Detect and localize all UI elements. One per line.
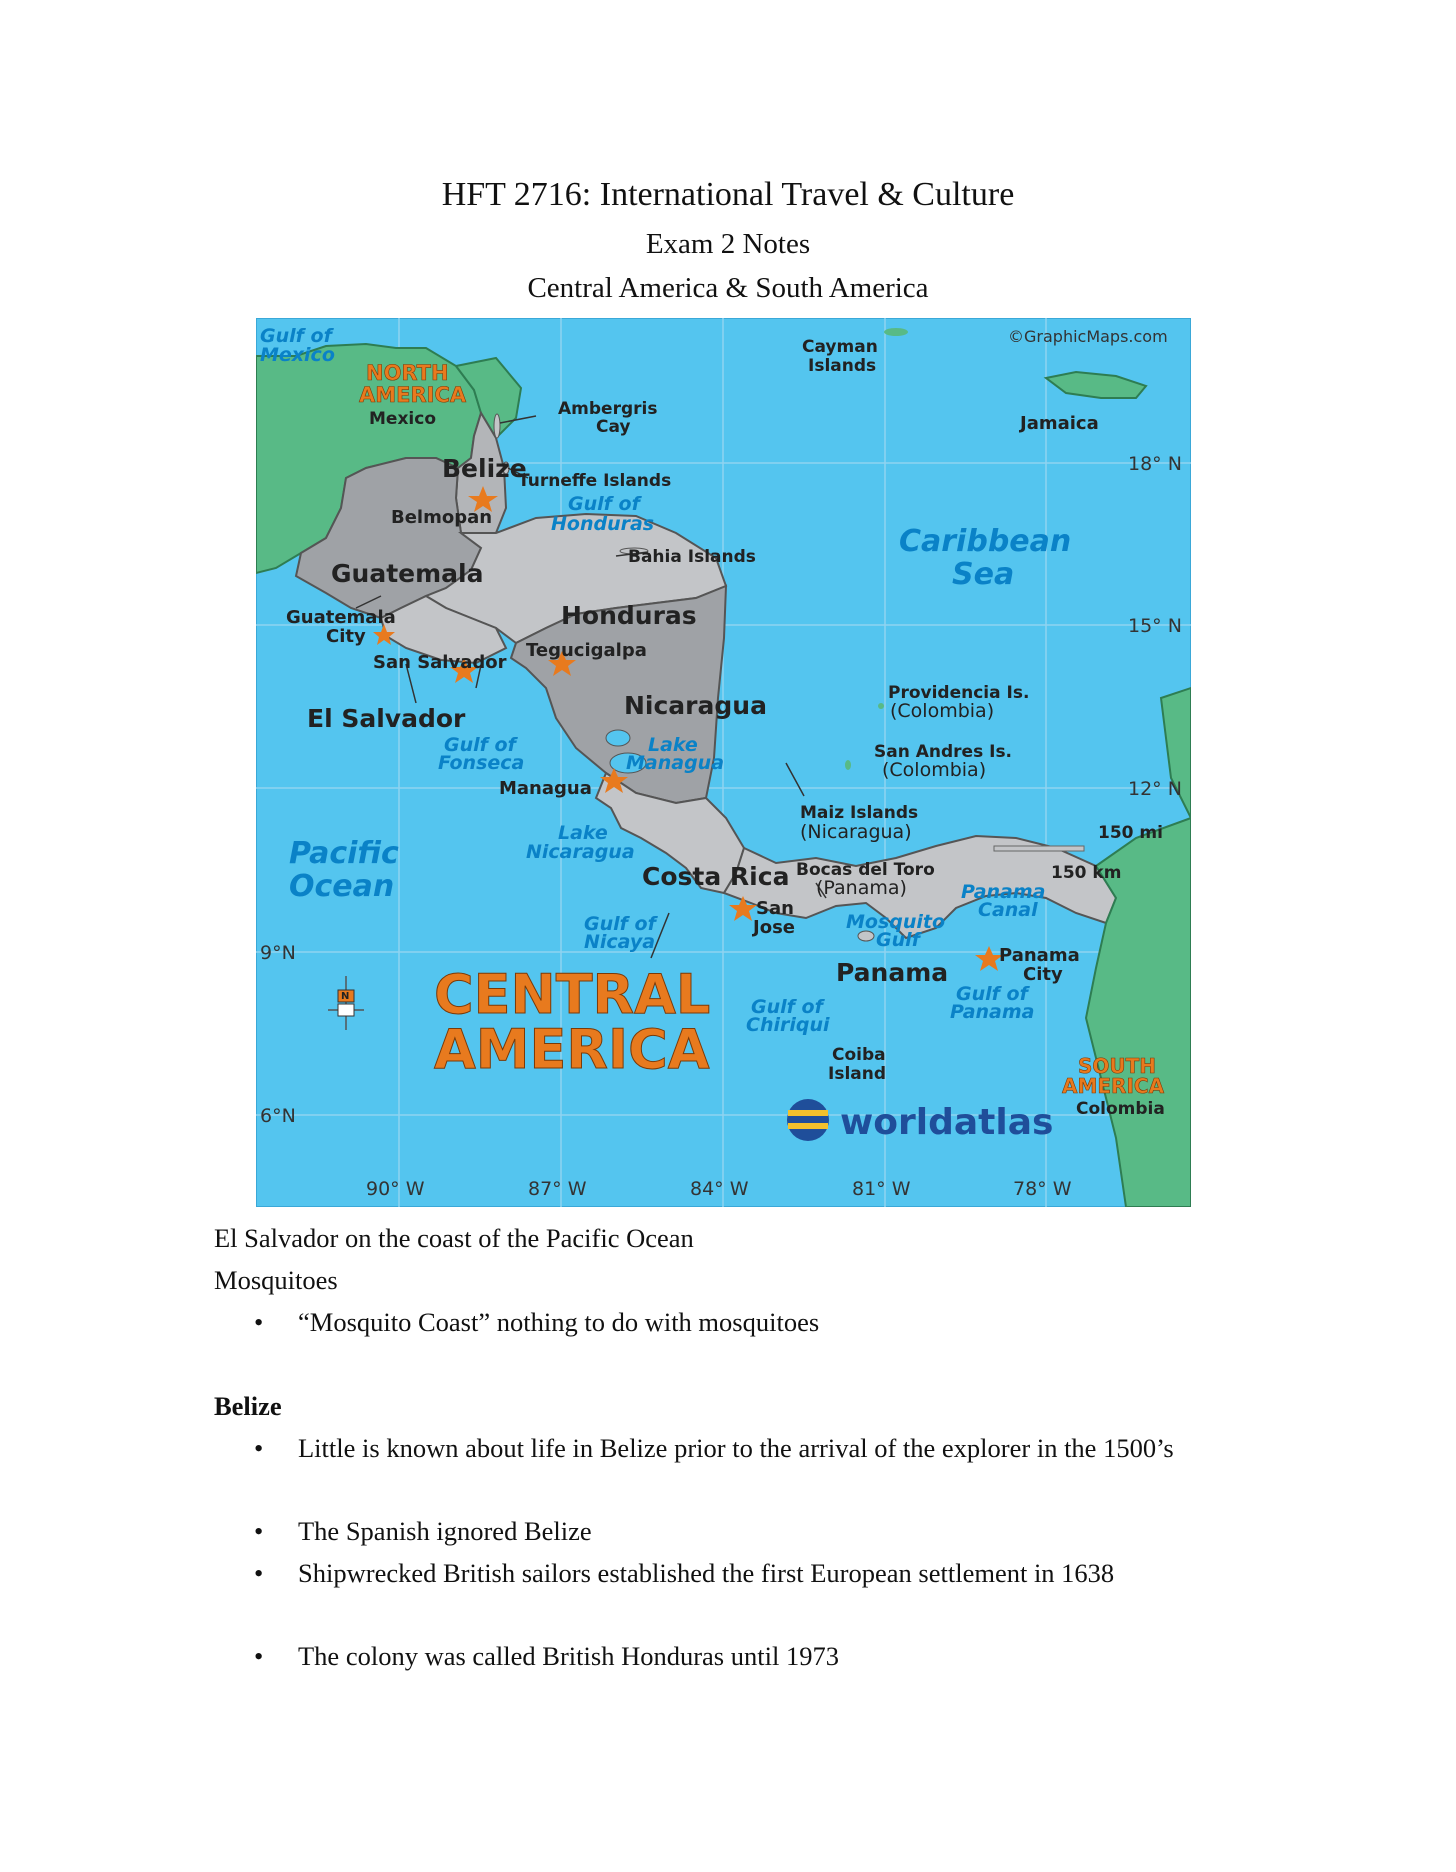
bullet-item [214,1553,1244,1633]
bullet-text: The Spanish ignored Belize [298,1516,592,1546]
gulf-of-chiriqui-label: Gulf of [751,996,823,1018]
lake-managua-label-2: Managua [626,752,725,774]
maiz-islands-label: Maiz Islands [800,803,919,823]
gulf-of-fonseca-label: Gulf of [444,734,516,756]
map-credit-label: ©GraphicMaps.com [1008,327,1168,346]
gulf-of-honduras-label: Gulf of [568,493,640,515]
gulf-of-mexico-label-2: Mexico [260,344,335,366]
scale-bar [994,846,1084,851]
providencia-label: Providencia Is. [888,683,1030,703]
ambergris-cay-label: Ambergris [558,399,658,419]
pacific-ocean-label: Pacific [289,836,399,871]
mosquito-gulf-label: Mosquito [846,911,946,933]
gulf-of-fonseca-label-2: Fonseca [438,752,525,774]
caribbean-sea-label: Caribbean [899,524,1072,559]
nicaragua-label: Nicaragua [624,691,767,720]
bullet-text: Little is known about life in Belize prior to the arrival of the explorer in the 1500’s [298,1433,1174,1463]
guatemala-city-label-2: City [326,626,366,647]
bocas-del-toro-label: Bocas del Toro [796,860,935,880]
longitude-84-label: 84° W [690,1178,749,1200]
north-america-label-2: AMERICA [359,383,467,407]
jamaica-label: Jamaica [1020,413,1099,434]
honduras-label: Honduras [561,601,697,630]
panama-city-label: Panama [999,945,1080,966]
lake-nicaragua-label-2: Nicaragua [526,841,635,863]
bullet-text: The colony was called British Honduras until 1973 [298,1641,839,1671]
gulf-of-nicoya-label-2: Nicaya [584,931,656,953]
turneffe-islands-label: Turneffe Islands [518,471,672,491]
caribbean-sea-label-2: Sea [952,557,1015,592]
gulf-of-nicoya-label: Gulf of [584,913,656,935]
longitude-90-label: 90° W [366,1178,425,1200]
bullet-text: “Mosquito Coast” nothing to do with mosquitoes [298,1307,820,1337]
south-america-label: SOUTH [1078,1054,1157,1078]
san-andres-label: San Andres Is. [874,742,1013,762]
panama-label: Panama [836,958,949,987]
gulf-of-honduras-label-2: Honduras [551,513,655,535]
bullet-icon: • [254,1307,264,1337]
cayman-island-shape [884,328,908,336]
latitude-12-label: 12° N [1128,778,1182,800]
lake-managua-label: Lake [648,734,698,756]
maiz-islands-label-2: (Nicaragua) [800,821,912,843]
scale-mi-label: 150 mi [1098,823,1163,843]
belmopan-label: Belmopan [391,507,493,528]
mexico-label: Mexico [369,409,436,429]
bullet-item [214,1428,1244,1508]
bullet-icon: • [254,1433,264,1463]
san-salvador-label: San Salvador [373,652,507,673]
san-jose-label: San [756,898,794,919]
lake-nicaragua-label: Lake [558,822,608,844]
latitude-18-label: 18° N [1128,453,1182,475]
costa-rica-label: Costa Rica [642,862,790,891]
south-america-label-2: AMERICA [1062,1074,1165,1098]
san-andres-island-shape [845,760,851,770]
san-andres-label-2: (Colombia) [882,759,987,781]
bullet-icon: • [254,1516,264,1546]
compass-n-label: N [341,991,350,1002]
colombia-label: Colombia [1076,1099,1165,1119]
pacific-ocean-label-2: Ocean [289,869,395,904]
note-mosquitoes: Mosquitoes [214,1265,338,1295]
coiba-island-label-2: Island [828,1064,887,1084]
belize-label: Belize [442,454,527,483]
gulf-of-panama-label: Gulf of [956,983,1028,1005]
el-salvador-label: El Salvador [307,704,466,733]
longitude-87-label: 87° W [528,1178,587,1200]
panama-canal-label: Panama [961,881,1046,903]
tegucigalpa-label: Tegucigalpa [526,640,647,661]
ambergris-cay-label-2: Cay [596,417,631,437]
lake-nicaragua-shape [606,730,630,746]
document-title: HFT 2716: International Travel & Culture [441,176,1015,213]
latitude-6-label: 6°N [260,1105,296,1127]
guatemala-city-label: Guatemala [286,607,396,628]
gulf-of-panama-label-2: Panama [950,1001,1035,1023]
document-subtitle: Exam 2 Notes [645,228,811,260]
san-jose-label-2: Jose [753,917,795,938]
note-el-salvador: El Salvador on the coast of the Pacific Ocean [214,1223,694,1253]
managua-label: Managua [499,778,592,799]
document-topic: Central America & South America [527,272,929,304]
gulf-of-mexico-label: Gulf of [260,325,332,347]
coiba-island-label: Coiba [832,1045,886,1065]
cayman-islands-label-2: Islands [808,356,877,376]
latitude-9-label: 9°N [260,942,296,964]
providencia-island-shape [878,703,884,709]
longitude-81-label: 81° W [852,1178,911,1200]
ambergris-island-shape [494,414,500,438]
gulf-of-chiriqui-label-2: Chiriqui [746,1014,830,1036]
bullet-text: Shipwrecked British sailors established the first European settlement in 1638 [298,1558,1115,1588]
providencia-label-2: (Colombia) [890,700,995,722]
big-title-america: AMERICA [434,1018,710,1081]
bullet-icon: • [254,1558,264,1588]
scale-km-label: 150 km [1051,863,1122,883]
central-america-map [256,318,1191,1207]
belize-heading: Belize [214,1391,282,1421]
bahia-islands-label: Bahia Islands [628,547,756,567]
cayman-islands-label: Cayman [802,337,878,357]
worldatlas-text: worldatlas [840,1102,1054,1143]
longitude-78-label: 78° W [1013,1178,1072,1200]
big-title-central: CENTRAL [434,963,711,1026]
latitude-15-label: 15° N [1128,615,1182,637]
bocas-del-toro-label-2: (Panama) [816,877,907,899]
north-america-label: NORTH [366,361,449,385]
bullet-icon: • [254,1641,264,1671]
panama-city-label-2: City [1023,964,1063,985]
guatemala-label: Guatemala [331,559,484,588]
panama-canal-label-2: Canal [978,899,1038,921]
mosquito-gulf-label-2: Gulf [876,929,920,951]
